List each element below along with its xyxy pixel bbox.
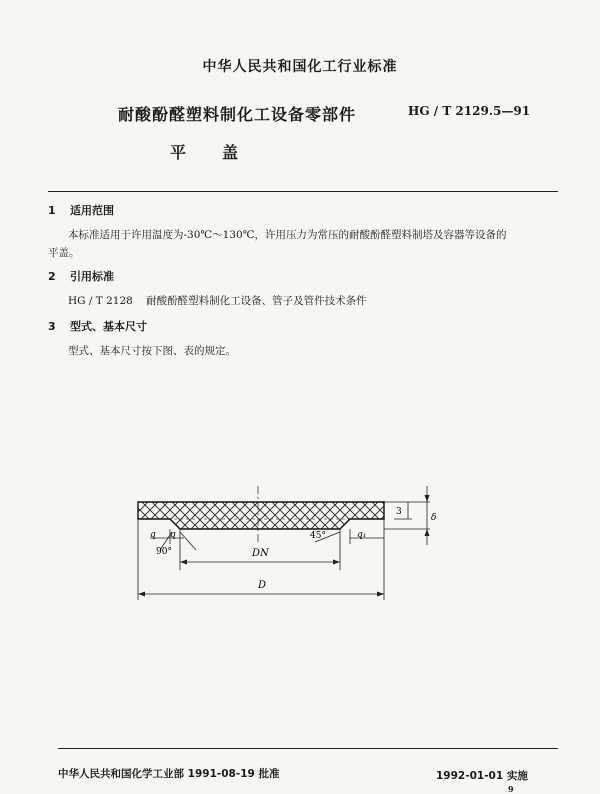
page-number: 9 [508,784,514,794]
dim-3-label: 3 [396,507,402,517]
section-3-number: 3 [48,320,56,333]
approval-note: 中华人民共和国化学工业部 1991-08-19 批准 [58,768,280,780]
q1-label: q₁ [357,530,367,540]
issuing-body: 中华人民共和国化工行业标准 [202,59,398,75]
section-3-title: 型式、基本尺寸 [70,320,147,333]
document-subtitle: 平盖 [170,143,275,162]
section-1-title: 适用范围 [70,204,114,217]
standard-code: HG / T 2129.5—91 [408,104,531,118]
section-2-title: 引用标准 [70,270,114,283]
q-label-right: q [170,530,176,540]
section-3-text: 型式、基本尺寸按下图、表的规定。 [68,345,236,357]
dn-label: DN [252,548,269,559]
d-label: D [258,580,267,591]
section-1-text-line2: 平盖。 [48,247,80,259]
section-2-text: HG / T 2128 耐酸酚醛塑料制化工设备、管子及管件技术条件 [68,295,367,307]
section-1-number: 1 [48,204,56,217]
footer-rule [58,748,558,749]
implementation-date: 1992-01-01 实施 [436,770,528,782]
section-1-text-line1: 本标准适用于许用温度为-30℃～130℃，许用压力为常压的耐酸酚醛塑料制塔及容器等设备的 [68,229,507,241]
cover-plate-section [138,502,384,529]
angle-45-label: 45° [310,531,326,541]
q-label-left: q [150,530,156,540]
document-title: 耐酸酚醛塑料制化工设备零部件 [118,105,357,124]
section-2-number: 2 [48,270,56,283]
angle-90-label: 90° [156,547,172,557]
thickness-delta-label: δ [431,513,437,523]
